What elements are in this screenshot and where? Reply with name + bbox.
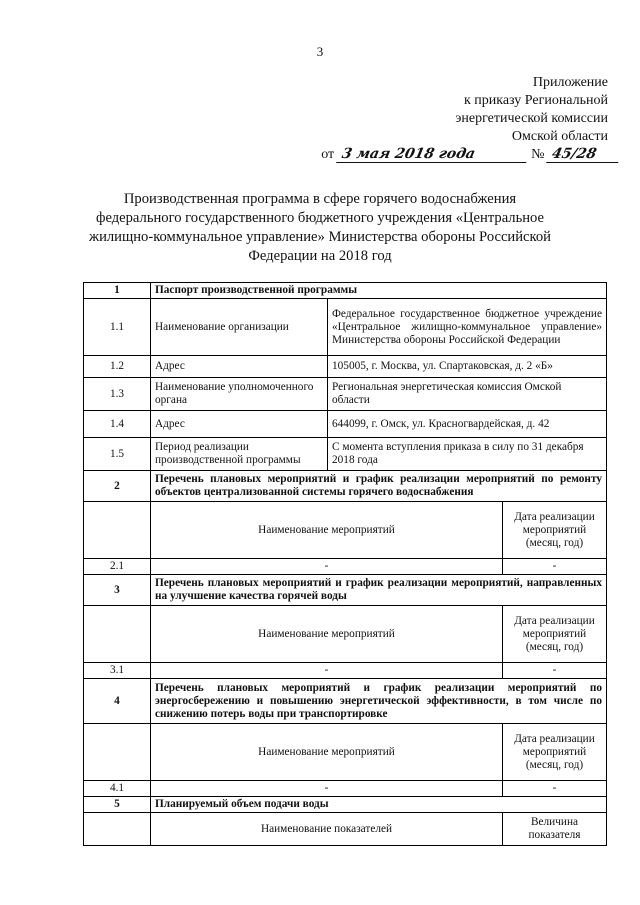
row-number: 1.3 bbox=[84, 378, 151, 411]
order-from-label: от bbox=[321, 147, 335, 162]
document-title: Производственная программа в сфере горячего водоснабжения федерального государственного бюджетного учреждения «Центральное жилищно-коммунальное управление» Министерства обороны Российской Федерации на 2018 год bbox=[89, 191, 551, 264]
column-header-row bbox=[84, 813, 607, 846]
program-table bbox=[83, 282, 607, 846]
column-header: Наименование мероприятий bbox=[151, 724, 503, 781]
order-line bbox=[321, 146, 620, 163]
table-row bbox=[84, 781, 607, 797]
page-number: 3 bbox=[316, 44, 324, 59]
section-title: Перечень плановых мероприятий и график реализации мероприятий по энергосбережению и повышению энергетической эффективности, в том числе по снижению потерь воды при транспортировке bbox=[151, 679, 607, 724]
row-label: Период реализации производственной программы bbox=[151, 438, 328, 471]
row-value: - bbox=[151, 781, 503, 797]
column-header: Дата реализации мероприятий (месяц, год) bbox=[503, 502, 607, 559]
table-row bbox=[84, 356, 607, 378]
empty-cell bbox=[84, 813, 151, 846]
row-number: 1.5 bbox=[84, 438, 151, 471]
order-number-handwritten: 45/28 bbox=[546, 146, 622, 163]
appendix-line: к приказу Региональной bbox=[463, 93, 608, 108]
column-header: Дата реализации мероприятий (месяц, год) bbox=[503, 606, 607, 663]
table-row bbox=[84, 559, 607, 575]
appendix-line: Омской области bbox=[511, 129, 608, 144]
section-number: 4 bbox=[84, 679, 151, 724]
empty-cell bbox=[84, 502, 151, 559]
order-number-label: № bbox=[531, 147, 545, 162]
section-number: 5 bbox=[84, 797, 151, 813]
row-value: - bbox=[503, 559, 607, 575]
row-number: 4.1 bbox=[84, 781, 151, 797]
section-row bbox=[84, 471, 607, 502]
section-row bbox=[84, 797, 607, 813]
row-value: - bbox=[503, 663, 607, 679]
column-header: Наименование мероприятий bbox=[151, 606, 503, 663]
row-label: Наименование организации bbox=[151, 299, 328, 356]
column-header: Наименование показателей bbox=[151, 813, 503, 846]
section-number: 3 bbox=[84, 575, 151, 606]
row-label: Наименование уполномоченного органа bbox=[151, 378, 328, 411]
column-header-row bbox=[84, 724, 607, 781]
appendix-line: энергетической комиссии bbox=[455, 111, 608, 126]
column-header: Дата реализации мероприятий (месяц, год) bbox=[503, 724, 607, 781]
column-header: Величина показателя bbox=[503, 813, 607, 846]
column-header: Наименование мероприятий bbox=[151, 502, 503, 559]
row-value: С момента вступления приказа в силу по 31 декабря 2018 года bbox=[328, 438, 607, 471]
row-number: 3.1 bbox=[84, 663, 151, 679]
row-value: 105005, г. Москва, ул. Спартаковская, д. 2 «Б» bbox=[328, 356, 607, 378]
row-number: 1.4 bbox=[84, 411, 151, 438]
section-title: Паспорт производственной программы bbox=[151, 283, 607, 299]
column-header-row bbox=[84, 606, 607, 663]
row-value: Федеральное государственное бюджетное учреждение «Центральное жилищно-коммунальное управление» Министерства обороны Российской Федерации bbox=[328, 299, 607, 356]
section-number: 2 bbox=[84, 471, 151, 502]
table-row bbox=[84, 411, 607, 438]
table-row bbox=[84, 663, 607, 679]
section-title: Перечень плановых мероприятий и график реализации мероприятий по ремонту объектов централизованной системы горячего водоснабжения bbox=[151, 471, 607, 502]
empty-cell bbox=[84, 606, 151, 663]
section-title: Перечень плановых мероприятий и график реализации мероприятий, направленных на улучшение качества горячей воды bbox=[151, 575, 607, 606]
row-value: Региональная энергетическая комиссия Омской области bbox=[328, 378, 607, 411]
table-row bbox=[84, 299, 607, 356]
row-number: 1.1 bbox=[84, 299, 151, 356]
row-value: - bbox=[151, 559, 503, 575]
section-row bbox=[84, 283, 607, 299]
section-title: Планируемый объем подачи воды bbox=[151, 797, 607, 813]
section-number: 1 bbox=[84, 283, 151, 299]
section-row bbox=[84, 679, 607, 724]
appendix-line: Приложение bbox=[532, 75, 608, 90]
empty-cell bbox=[84, 724, 151, 781]
column-header-row bbox=[84, 502, 607, 559]
row-label: Адрес bbox=[151, 411, 328, 438]
row-value: - bbox=[151, 663, 503, 679]
row-number: 1.2 bbox=[84, 356, 151, 378]
order-date-handwritten: 3 мая 2018 года bbox=[336, 146, 530, 163]
table-row bbox=[84, 378, 607, 411]
table-row bbox=[84, 438, 607, 471]
section-row bbox=[84, 575, 607, 606]
row-label: Адрес bbox=[151, 356, 328, 378]
row-value: - bbox=[503, 781, 607, 797]
appendix-block bbox=[455, 74, 608, 146]
row-number: 2.1 bbox=[84, 559, 151, 575]
row-value: 644099, г. Омск, ул. Красногвардейская, д. 42 bbox=[328, 411, 607, 438]
